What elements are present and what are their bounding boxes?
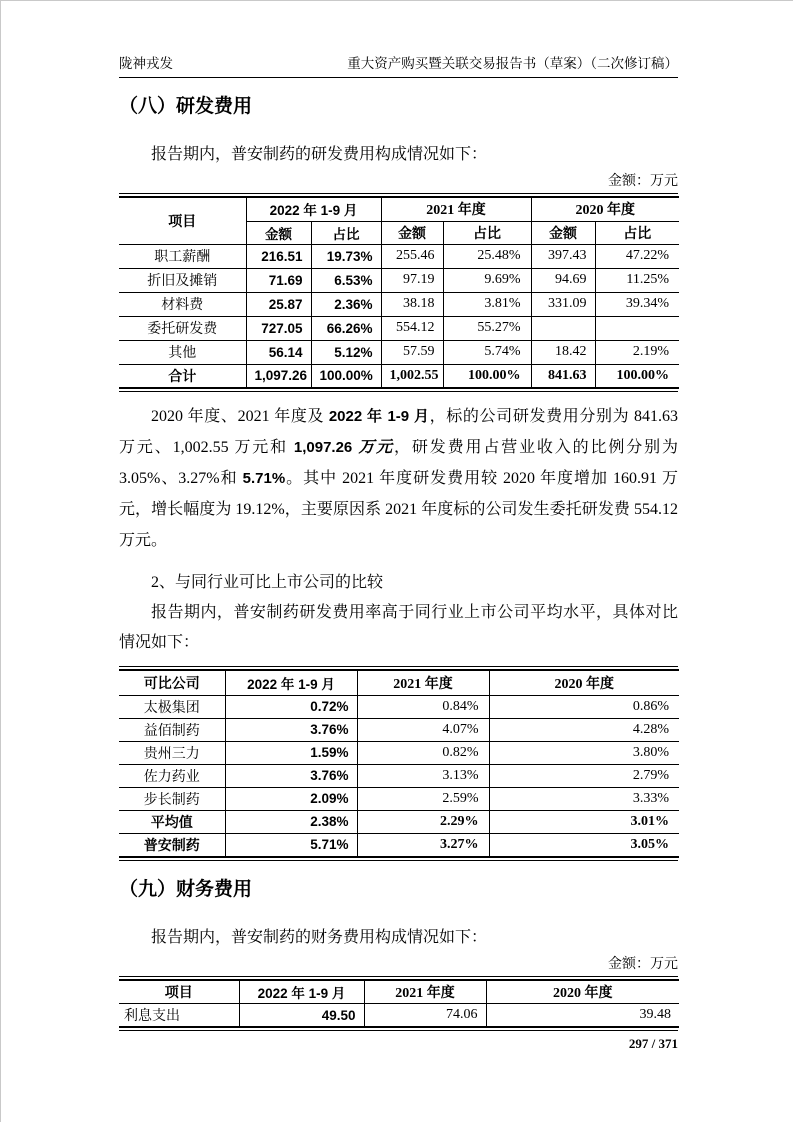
table-cell: 3.01% — [489, 810, 679, 833]
table-cell: 97.19 — [381, 268, 443, 292]
unit-note-finance: 金额：万元 — [608, 956, 678, 972]
table-cell: 2.29% — [357, 810, 489, 833]
table-cell: 0.84% — [357, 695, 489, 718]
table-cell: 39.48 — [486, 1004, 679, 1028]
table-cell: 56.14 — [246, 340, 311, 364]
page-number: 297 / 371 — [628, 1036, 678, 1051]
table-cell: 材料费 — [119, 292, 246, 316]
analysis-bold-amount: 1,097.26 — [293, 439, 359, 456]
table-cell: 74.06 — [364, 1004, 486, 1028]
column-header-2021: 2021 年度 — [381, 197, 531, 221]
rd-expense-table — [119, 196, 679, 389]
table-cell: 3.33% — [489, 787, 679, 810]
table-total-row — [119, 364, 679, 388]
table-cell: 3.76% — [225, 718, 357, 741]
table-row — [119, 292, 679, 316]
column-header-2022: 2022 年 1-9 月 — [225, 670, 357, 695]
subsection-2-title: 2、与同行业可比上市公司的比较 — [151, 574, 384, 591]
rd-analysis-paragraph — [119, 401, 678, 556]
analysis-bold-period: 2022 年 1-9 月 — [328, 408, 430, 425]
table-average-row — [119, 810, 679, 833]
table-cell: 益佰制药 — [119, 718, 225, 741]
analysis-run: ，研发费用占营业收入的比例分别为 3.05%、3.27%和 — [119, 439, 678, 487]
table-cell: 贵州三力 — [119, 741, 225, 764]
table-row — [119, 764, 679, 787]
table-cell: 331.09 — [531, 292, 595, 316]
table-cell: 25.48% — [443, 244, 531, 268]
peer-comparison-table — [119, 669, 679, 858]
subheader-amount: 金额 — [246, 221, 311, 244]
table-cell: 841.63 — [531, 364, 595, 388]
table-cell: 94.69 — [531, 268, 595, 292]
analysis-run: 。其中 2021 年度研发费用较 2020 年度增加 160.91 万元，增长幅度为 19.12%，主要原因系 2021 年度标的公司发生委托研发费 554.12 万元。 — [119, 470, 678, 549]
table-cell: 1,002.55 — [381, 364, 443, 388]
table-cell: 25.87 — [246, 292, 311, 316]
table-cell: 步长制药 — [119, 787, 225, 810]
table-cell: 100.00% — [595, 364, 679, 388]
table-cell: 38.18 — [381, 292, 443, 316]
table-cell: 554.12 — [381, 316, 443, 340]
table-cell: 9.69% — [443, 268, 531, 292]
table-target-row — [119, 833, 679, 857]
subheader-amount: 金额 — [381, 221, 443, 244]
table-cell: 6.53% — [311, 268, 381, 292]
table-cell: 2.36% — [311, 292, 381, 316]
table-cell: 100.00% — [311, 364, 381, 388]
table-row — [119, 787, 679, 810]
column-header-2020: 2020 年度 — [531, 197, 679, 221]
table-cell: 2.59% — [357, 787, 489, 810]
table-row — [119, 340, 679, 364]
column-header-item: 项目 — [119, 197, 246, 244]
table-cell: 利息支出 — [119, 1004, 239, 1028]
column-header-item: 项目 — [119, 980, 239, 1004]
section-9-intro: 报告期内，普安制药的财务费用构成情况如下： — [151, 928, 488, 946]
table-header-row — [119, 197, 679, 221]
table-cell: 19.73% — [311, 244, 381, 268]
table-cell: 57.59 — [381, 340, 443, 364]
table-row — [119, 244, 679, 268]
subheader-amount: 金额 — [531, 221, 595, 244]
table-cell: 2.19% — [595, 340, 679, 364]
table-cell: 66.26% — [311, 316, 381, 340]
table-cell: 3.05% — [489, 833, 679, 857]
analysis-run: 2020 年度、2021 年度及 — [151, 408, 329, 425]
table-cell: 49.50 — [239, 1004, 364, 1028]
table-cell: 职工薪酬 — [119, 244, 246, 268]
finance-expense-table — [119, 979, 679, 1029]
table-cell: 其他 — [119, 340, 246, 364]
table-cell: 委托研发费 — [119, 316, 246, 340]
table-cell: 2.79% — [489, 764, 679, 787]
table-cell: 216.51 — [246, 244, 311, 268]
section-8-title: （八）研发费用 — [119, 96, 253, 117]
analysis-run: ，标的公司研发费用分别为 841.63 万元、1,002.55 万元和 — [119, 408, 678, 456]
table-cell: 3.13% — [357, 764, 489, 787]
subheader-ratio: 占比 — [595, 221, 679, 244]
column-header-2020: 2020 年度 — [489, 670, 679, 695]
column-header-2021: 2021 年度 — [357, 670, 489, 695]
table-cell: 4.07% — [357, 718, 489, 741]
peer-comparison-table-wrapper — [119, 666, 678, 861]
table-cell: 平均值 — [119, 810, 225, 833]
table-cell: 4.28% — [489, 718, 679, 741]
section-9-title: （九）财务费用 — [119, 878, 253, 900]
column-header-2020: 2020 年度 — [486, 980, 679, 1004]
subsection-2-intro: 报告期内，普安制药研发费用率高于同行业上市公司平均水平，具体对比情况如下： — [119, 604, 678, 651]
table-cell — [595, 316, 679, 340]
unit-note-rd: 金额：万元 — [608, 174, 678, 189]
section-8-intro: 报告期内，普安制药的研发费用构成情况如下： — [151, 146, 488, 163]
table-cell: 397.43 — [531, 244, 595, 268]
table-cell: 100.00% — [443, 364, 531, 388]
table-cell: 0.82% — [357, 741, 489, 764]
table-header-row — [119, 980, 679, 1004]
table-cell: 5.71% — [225, 833, 357, 857]
rd-expense-table-wrapper — [119, 193, 678, 392]
table-row — [119, 695, 679, 718]
table-cell: 3.27% — [357, 833, 489, 857]
table-cell: 普安制药 — [119, 833, 225, 857]
table-cell: 1,097.26 — [246, 364, 311, 388]
table-cell: 3.76% — [225, 764, 357, 787]
subheader-ratio: 占比 — [443, 221, 531, 244]
table-row — [119, 741, 679, 764]
table-cell: 71.69 — [246, 268, 311, 292]
table-header-row — [119, 670, 679, 695]
column-header-2022: 2022 年 1-9 月 — [246, 197, 381, 221]
table-cell: 5.12% — [311, 340, 381, 364]
header-doc-title: 重大资产购买暨关联交易报告书（草案）（二次修订稿） — [347, 56, 678, 71]
table-cell: 佐力药业 — [119, 764, 225, 787]
table-cell: 2.38% — [225, 810, 357, 833]
finance-expense-table-wrapper — [119, 976, 678, 1032]
table-cell: 727.05 — [246, 316, 311, 340]
table-cell: 3.80% — [489, 741, 679, 764]
analysis-bold-ratio: 5.71% — [242, 470, 286, 487]
table-row — [119, 1004, 679, 1028]
table-cell: 0.72% — [225, 695, 357, 718]
table-cell: 2.09% — [225, 787, 357, 810]
table-cell: 39.34% — [595, 292, 679, 316]
table-row — [119, 268, 679, 292]
column-header-2021: 2021 年度 — [364, 980, 486, 1004]
table-cell: 18.42 — [531, 340, 595, 364]
header-company-name: 陇神戎发 — [119, 56, 173, 71]
table-cell: 3.81% — [443, 292, 531, 316]
table-cell: 47.22% — [595, 244, 679, 268]
table-cell: 合计 — [119, 364, 246, 388]
table-row — [119, 316, 679, 340]
table-cell — [531, 316, 595, 340]
table-cell: 255.46 — [381, 244, 443, 268]
table-cell: 太极集团 — [119, 695, 225, 718]
column-header-2022: 2022 年 1-9 月 — [239, 980, 364, 1004]
table-cell: 5.74% — [443, 340, 531, 364]
table-cell: 55.27% — [443, 316, 531, 340]
table-cell: 1.59% — [225, 741, 357, 764]
page-header — [119, 56, 678, 78]
table-cell: 0.86% — [489, 695, 679, 718]
table-cell: 11.25% — [595, 268, 679, 292]
table-row — [119, 718, 679, 741]
subheader-ratio: 占比 — [311, 221, 381, 244]
analysis-bold-unit: 万元 — [358, 439, 395, 456]
column-header-company: 可比公司 — [119, 670, 225, 695]
table-cell: 折旧及摊销 — [119, 268, 246, 292]
